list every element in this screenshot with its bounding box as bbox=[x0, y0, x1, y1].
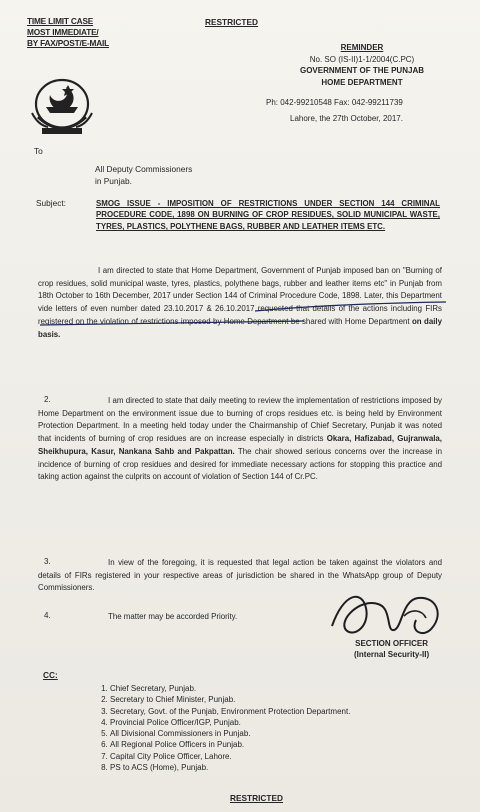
addressee-line: All Deputy Commissioners bbox=[95, 164, 193, 174]
priority-line: MOST IMMEDIATE/ bbox=[27, 27, 99, 37]
paragraph-3: In view of the foregoing, it is requested that legal action be taken against the violators and details of FIRs registered in your respective areas of jurisdiction be shared in the WhatsApp group of Deputy Commissioners. bbox=[38, 558, 442, 593]
priority-line: TIME LIMIT CASE bbox=[27, 16, 94, 26]
cc-item: 1. Chief Secretary, Punjab. bbox=[110, 683, 350, 694]
paragraph-3-number: 3. bbox=[44, 557, 51, 566]
subject-text: SMOG ISSUE - IMPOSITION OF RESTRICTIONS UNDER SECTION 144 CRIMINAL PROCEDURE CODE, 1898 ON BURNING OF CROP RESIDUES, SOLID MUNICIPAL WASTE, TYRES, PLASTICS, POLYTHENE BAGS, RUBBER AND LEATHER ITEMS ETC. bbox=[96, 199, 440, 231]
paragraph-2 bbox=[38, 395, 442, 484]
paragraph-2-number: 2. bbox=[44, 395, 51, 404]
cc-item: 4. Provincial Police Officer/IGP, Punjab. bbox=[110, 717, 350, 728]
addressee-line: in Punjab. bbox=[95, 175, 132, 186]
signatory-title: SECTION OFFICER bbox=[355, 639, 428, 648]
paragraph-1-emphasis: on daily basis. bbox=[38, 316, 442, 339]
signatory-office: (Internal Security-II) bbox=[354, 650, 430, 659]
paragraph-2-text: I am directed to state that daily meeting to review the implementation of restrictions imposed by Home Department on the environment issue due to burning of crops residues etc. is being held by Environment Protection Department. In a meeting held today under the Chairmanship of Chief Secretary, Punjab it was noted that incidents of burning of crop residues are on increase especially in districts bbox=[38, 396, 442, 444]
cc-item: 6. All Regional Police Officers in Punjab. bbox=[110, 739, 350, 750]
priority-marking bbox=[27, 16, 109, 49]
punjab-seal-icon bbox=[24, 73, 100, 139]
paragraph-2-districts: Okara, Hafizabad, Gujranwala, Sheikhupura, Kasur, Nankana Sahb and Pakpattan. bbox=[38, 434, 442, 456]
letter-date: Lahore, the 27th October, 2017. bbox=[290, 114, 403, 123]
paragraph-4-number: 4. bbox=[44, 611, 51, 620]
cc-item: 7. Capital City Police Officer, Lahore. bbox=[110, 751, 350, 762]
addressee bbox=[95, 164, 192, 187]
handwritten-signature bbox=[326, 586, 452, 642]
paragraph-1-text: I am directed to state that Home Department, Government of Punjab imposed ban on "Burning of crop residues, solid municipal waste, tyres, plastics, polythene bags, rubber and leather items etc" in Punjab from 18th October to 16th December, 2017 under Section 144 of Criminal Procedure Code, 1898. Later, this Department vide letters of even number dated 23.10.2017 & 26.10.2017 requested that details of the actions including FIRs registered on the violation of restrictions imposed by Home Department be shared with Home Department bbox=[38, 266, 442, 326]
priority-line: BY FAX/POST/E-MAIL bbox=[27, 38, 109, 48]
cc-item: 3. Secretary, Govt. of the Punjab, Environment Protection Department. bbox=[110, 706, 350, 717]
reminder-label: REMINDER bbox=[340, 43, 384, 52]
department-name: HOME DEPARTMENT bbox=[321, 77, 403, 87]
cc-label: CC: bbox=[43, 670, 58, 680]
cc-list bbox=[92, 683, 350, 773]
paragraph-4: The matter may be accorded Priority. bbox=[108, 612, 238, 621]
government-name: GOVERNMENT OF THE PUNJAB bbox=[299, 66, 424, 75]
paragraph-2-text-end: The chair showed serious concerns over the increase in incidence of burning of crop residues and desired for immediate necessary actions for stopping this practice and taking action against the culprits on account of violation of Section 144 of Cr.PC. bbox=[38, 446, 442, 482]
classification-top: RESTRICTED bbox=[205, 17, 259, 27]
subject-label: Subject: bbox=[36, 198, 66, 208]
classification-bottom: RESTRICTED bbox=[230, 793, 284, 803]
cc-item: 5. All Divisional Commissioners in Punjab. bbox=[110, 728, 350, 739]
to-label: To bbox=[34, 146, 43, 156]
cc-item: 8. PS to ACS (Home), Punjab. bbox=[110, 762, 350, 773]
department-header bbox=[262, 42, 462, 88]
contact-numbers: Ph: 042-99210548 Fax: 042-99211739 bbox=[266, 98, 403, 107]
signatory-block bbox=[354, 638, 429, 660]
cc-item: 2. Secretary to Chief Minister, Punjab. bbox=[110, 694, 350, 705]
reference-number: No. SO (IS-II)1-1/2004(C.PC) bbox=[309, 54, 415, 64]
paragraph-1 bbox=[38, 265, 442, 341]
